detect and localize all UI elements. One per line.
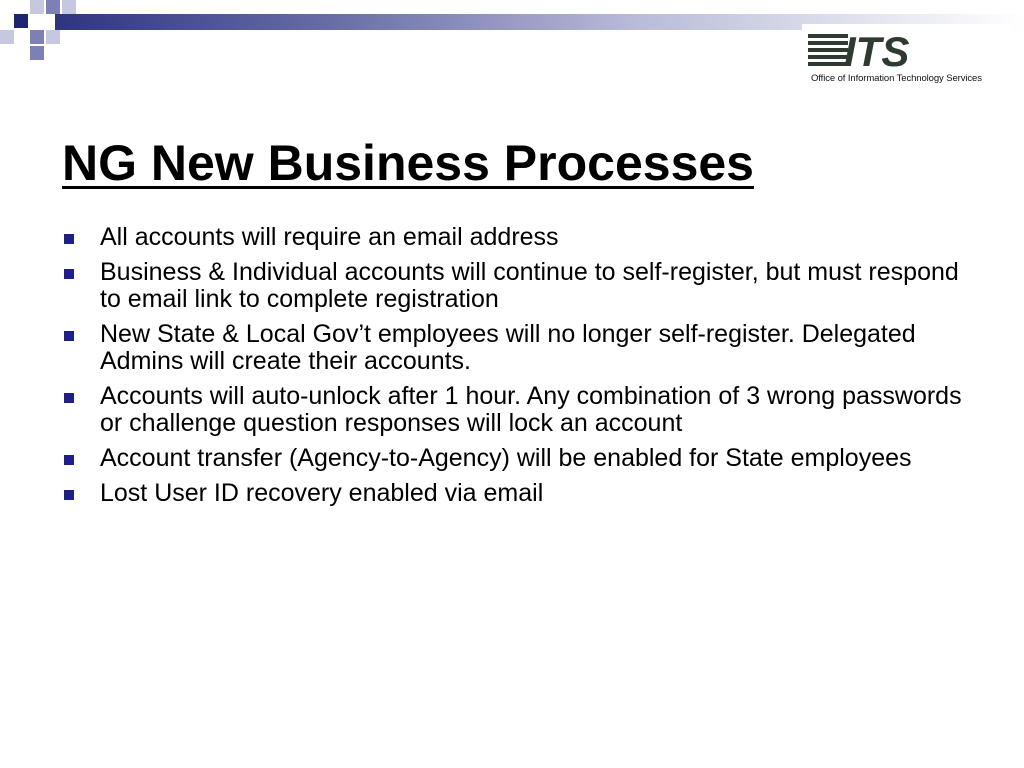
square-bullet-icon (64, 455, 74, 465)
logo-subtitle: Office of Information Technology Services (811, 73, 982, 84)
list-item (62, 383, 962, 437)
bullet-text: Business & Individual accounts will continue to self-register, but must respond to email link to complete registration (100, 258, 959, 313)
decor-square (30, 0, 44, 14)
decor-square (62, 0, 76, 14)
list-item (62, 259, 962, 313)
slide-title: NG New Business Processes (62, 135, 754, 191)
decor-square (46, 0, 60, 14)
decor-square (14, 14, 28, 28)
list-item (62, 224, 962, 251)
decor-square (30, 30, 44, 44)
bullet-text: All accounts will require an email address (100, 223, 559, 251)
decor-square (46, 30, 60, 44)
logo-text: ITS (844, 28, 910, 72)
list-item (62, 480, 962, 507)
bullet-text: New State & Local Gov’t employees will no longer self-register. Delegated Admins will create their accounts. (100, 320, 916, 375)
bullet-text: Lost User ID recovery enabled via email (100, 479, 544, 507)
decor-square (0, 30, 14, 44)
decor-square (30, 46, 44, 60)
square-bullet-icon (64, 393, 74, 403)
list-item (62, 321, 962, 375)
its-logo (802, 24, 1012, 90)
bullet-list (62, 224, 962, 515)
square-bullet-icon (64, 490, 74, 500)
list-item (62, 445, 962, 472)
square-bullet-icon (64, 269, 74, 279)
bullet-text: Account transfer (Agency-to-Agency) will be enabled for State employees (100, 444, 912, 472)
bullet-text: Accounts will auto-unlock after 1 hour. Any combination of 3 wrong passwords or challenge question responses will lock an account (100, 382, 962, 437)
square-bullet-icon (64, 234, 74, 244)
its-logo-mark (808, 28, 920, 72)
square-bullet-icon (64, 331, 74, 341)
